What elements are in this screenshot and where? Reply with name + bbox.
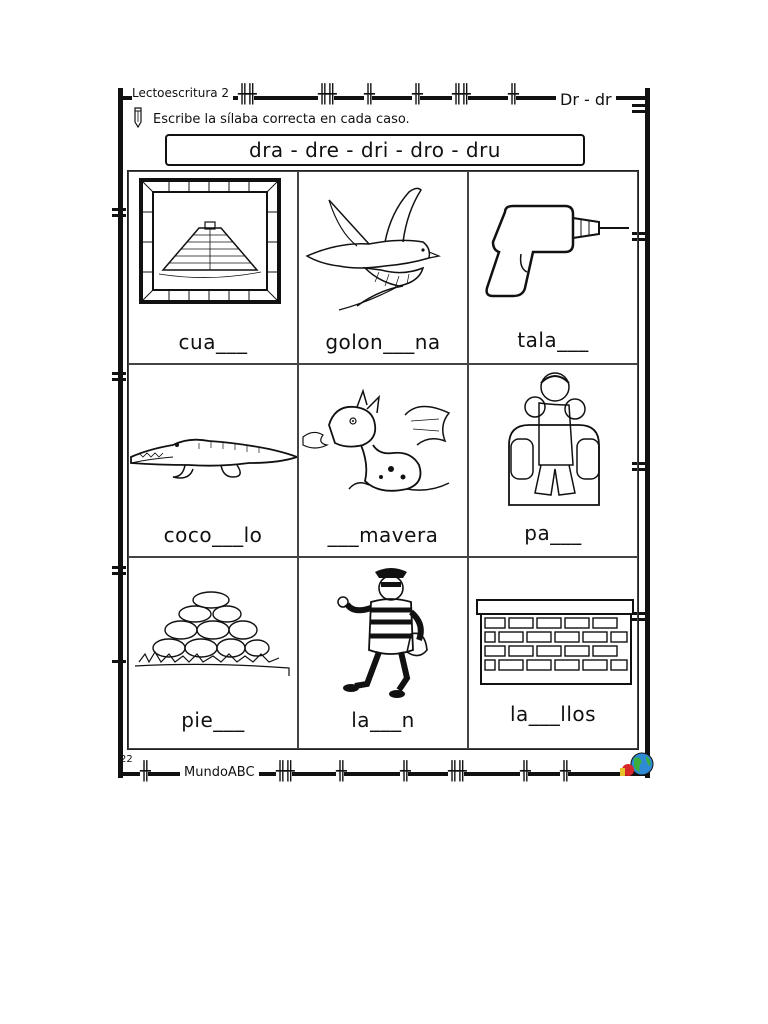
border-tick: ╫ xyxy=(364,84,372,105)
word-blank: coco___lo xyxy=(163,523,263,547)
instruction-text: Escribe la sílaba correcta en cada caso. xyxy=(153,112,410,127)
word-blank: la___llos xyxy=(509,702,597,726)
word-blank: pa___ xyxy=(524,521,582,545)
exercise-cell xyxy=(128,171,298,364)
border-tick: ╫╫ xyxy=(448,761,464,782)
word-blank: tala___ xyxy=(517,328,589,352)
border-tick xyxy=(112,572,126,575)
syllable-options-box: dra - dre - dri - dro - dru xyxy=(165,134,585,166)
border-tick xyxy=(112,566,126,569)
border-tick: ╫╫ xyxy=(452,84,468,105)
exercise-cell xyxy=(468,171,638,364)
topic-label: Dr - dr xyxy=(556,90,616,109)
border-tick xyxy=(112,372,126,375)
globe-logo-icon xyxy=(618,750,654,780)
word-blank: la___n xyxy=(351,708,415,732)
border-tick: ╫ xyxy=(520,761,528,782)
exercise-cell xyxy=(128,557,298,749)
word-blank: pie___ xyxy=(181,708,245,732)
border-tick xyxy=(112,208,126,211)
border-tick xyxy=(112,214,126,217)
exercise-grid xyxy=(127,170,639,750)
word-blank: cua___ xyxy=(178,330,248,354)
page-number: 22 xyxy=(120,754,133,765)
exercise-cell xyxy=(298,557,468,749)
border-tick: ╫ xyxy=(412,84,420,105)
series-title: Lectoescritura 2 xyxy=(132,86,233,100)
border-tick: ╫ xyxy=(400,761,408,782)
border-tick: ╫ xyxy=(336,761,344,782)
border-tick xyxy=(112,378,126,381)
word-blank: ___mavera xyxy=(327,523,439,547)
border-tick: ╫ xyxy=(140,761,148,782)
border-tick: ╫ xyxy=(560,761,568,782)
exercise-cell xyxy=(298,171,468,364)
border-tick: ╫ xyxy=(508,84,516,105)
border-tick xyxy=(632,110,646,113)
exercise-cell xyxy=(298,364,468,557)
brand-name: MundoABC xyxy=(180,765,259,780)
border-tick: ╫╫ xyxy=(276,761,292,782)
border-tick: ╫╫ xyxy=(318,84,334,105)
border-tick: ╫╫ xyxy=(238,84,254,105)
border-tick xyxy=(112,660,126,663)
exercise-cell xyxy=(468,364,638,557)
word-blank: golon___na xyxy=(325,330,441,354)
exercise-cell xyxy=(468,557,638,749)
border-tick xyxy=(632,104,646,107)
exercise-cell xyxy=(128,364,298,557)
pencil-icon xyxy=(131,106,147,128)
